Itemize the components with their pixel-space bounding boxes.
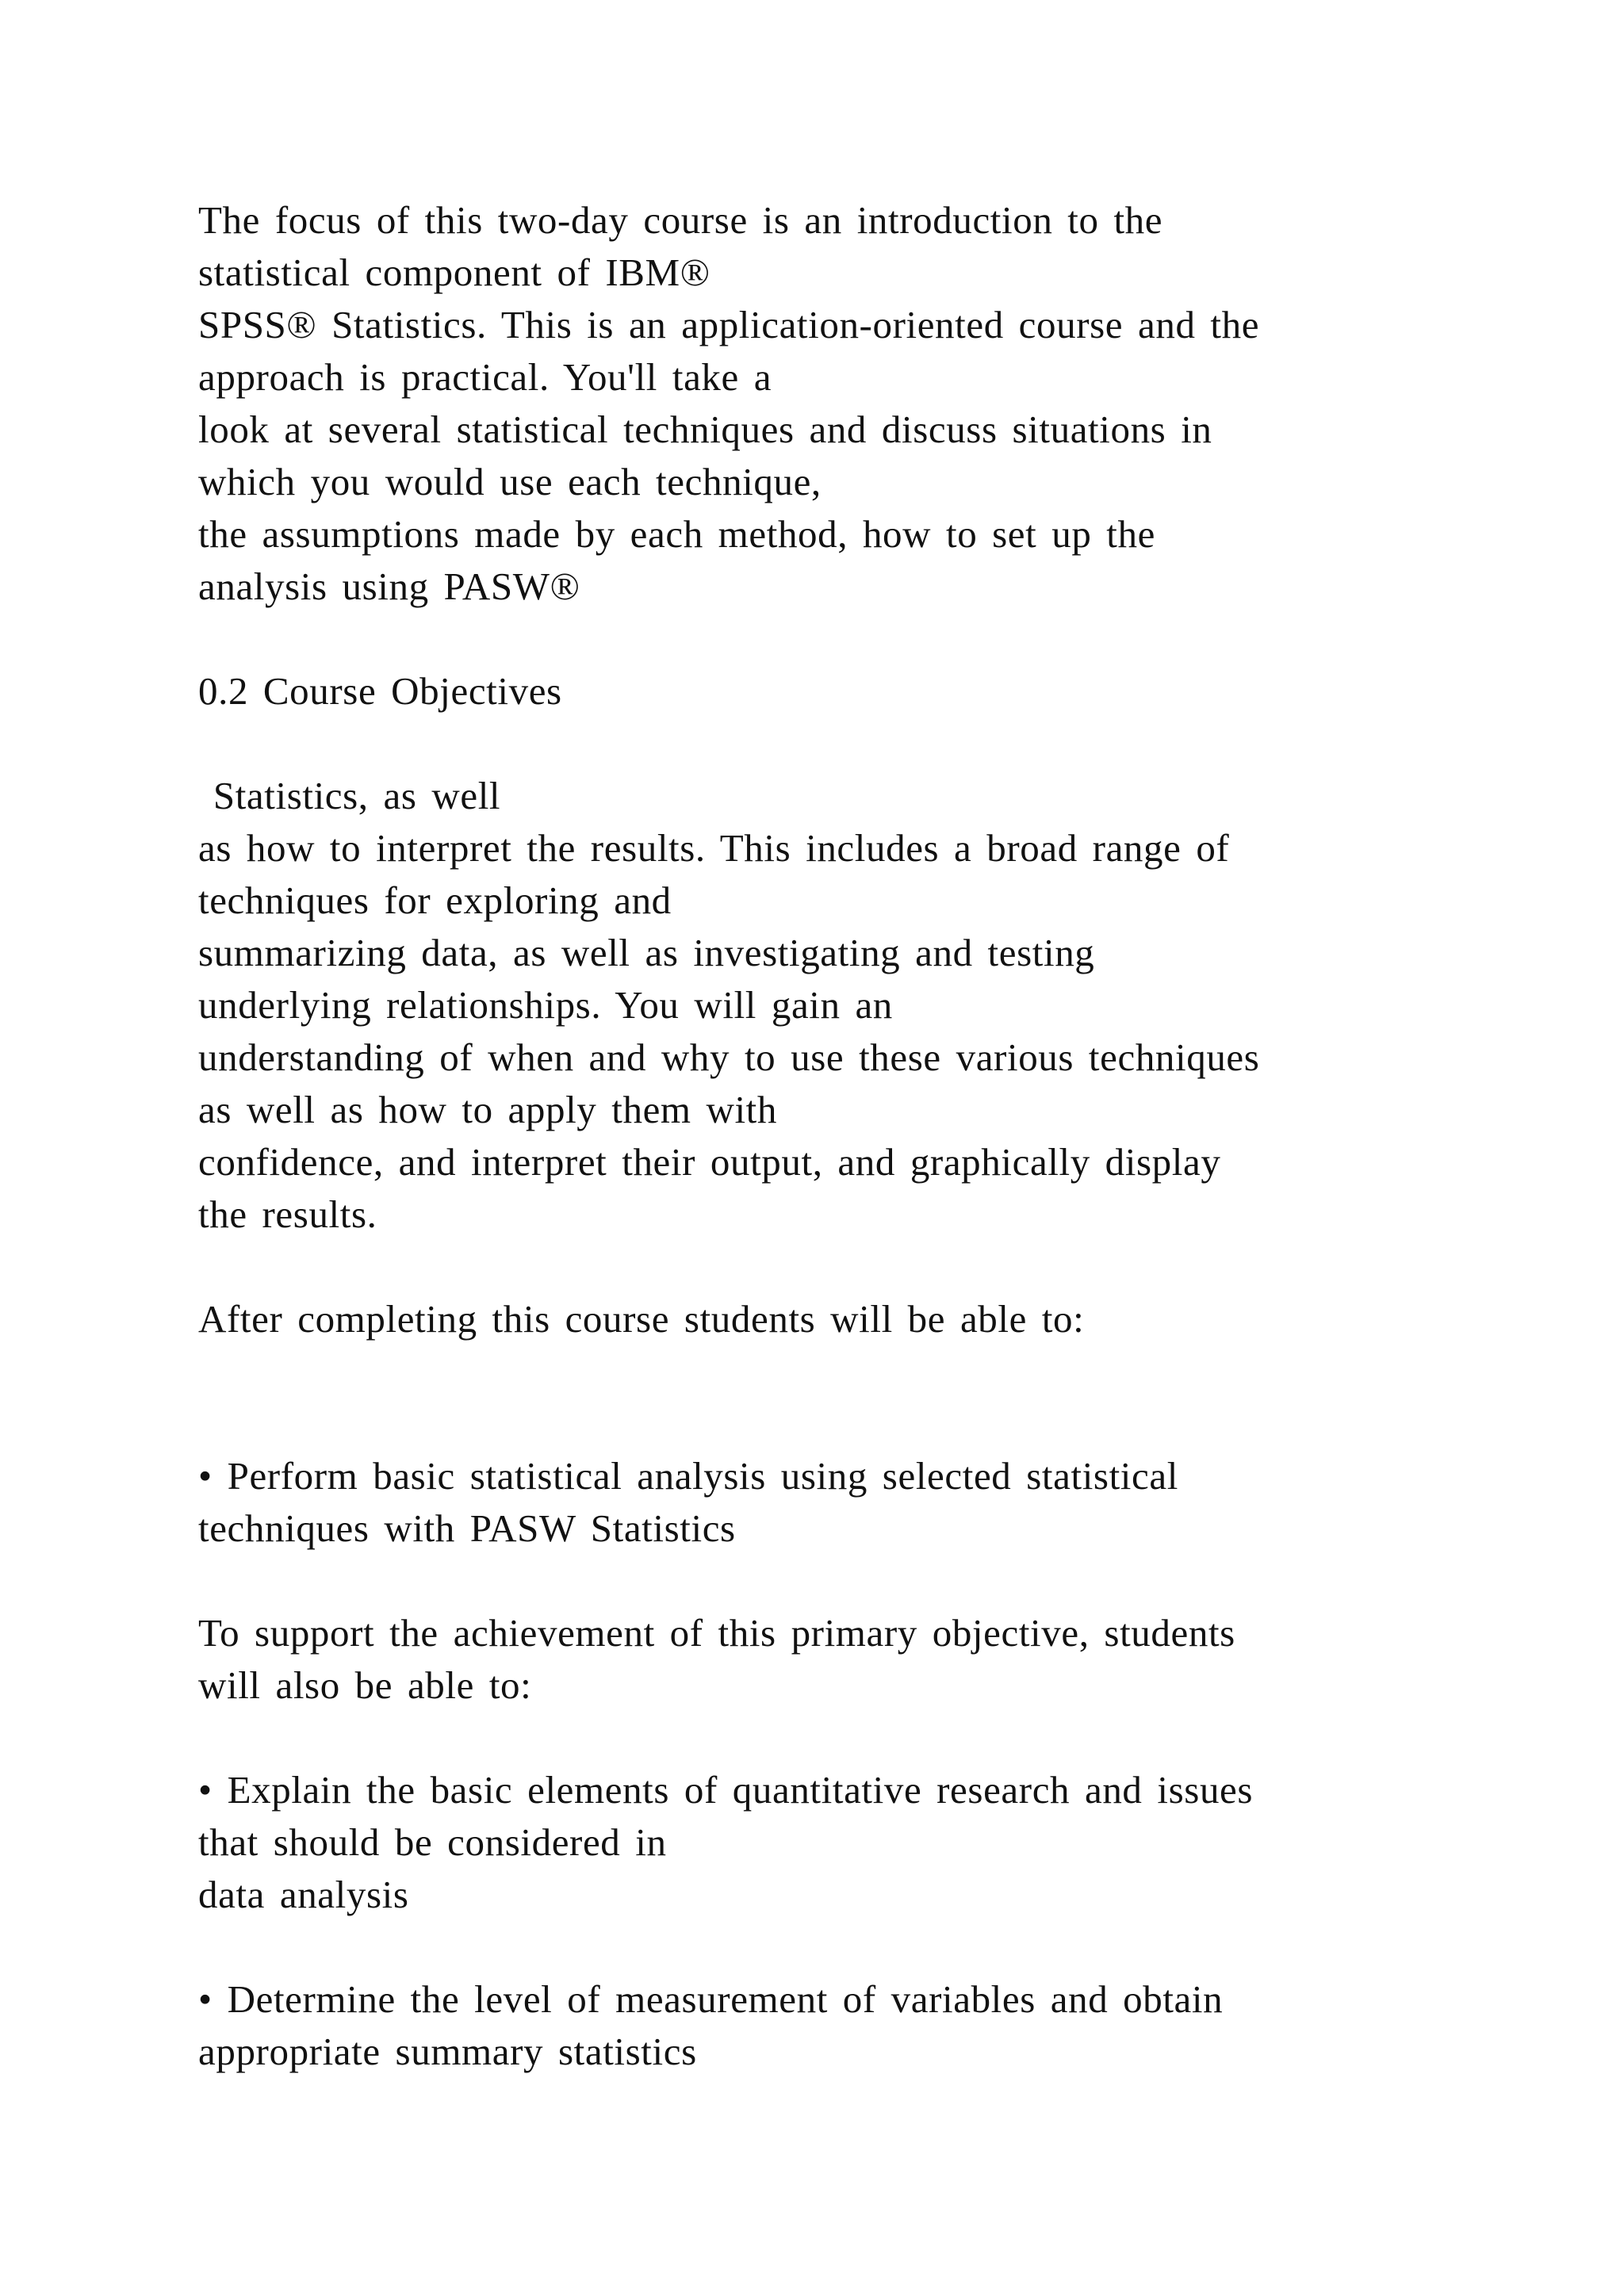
text-line: as how to interpret the results. This includes a broad range of: [198, 826, 1230, 870]
text-line: as well as how to apply them with: [198, 1088, 777, 1131]
text-line: appropriate summary statistics: [198, 2030, 697, 2073]
text-line: which you would use each technique,: [198, 460, 822, 503]
text-line: • Determine the level of measurement of variables and obtain: [198, 1977, 1224, 2021]
document-body: [198, 194, 1546, 2078]
text-line: • Explain the basic elements of quantitative research and issues: [198, 1768, 1254, 1812]
spacer: [198, 718, 1546, 770]
objectives-intro: After completing this course students will be able to:: [198, 1297, 1085, 1341]
spacer: [198, 1398, 1546, 1450]
bullet-item: [198, 1450, 1546, 1555]
text-line: confidence, and interpret their output, and graphically display: [198, 1140, 1221, 1184]
text-line: techniques with PASW Statistics: [198, 1506, 736, 1550]
bullet-item: [198, 1764, 1546, 1921]
text-line: understanding of when and why to use these various techniques: [198, 1035, 1260, 1079]
spacer: [198, 1241, 1546, 1293]
text-line: analysis using PASW®: [198, 564, 580, 608]
text-line: summarizing data, as well as investigating and testing: [198, 931, 1095, 974]
text-line: the assumptions made by each method, how to set up the: [198, 512, 1155, 556]
text-line: that should be considered in: [198, 1820, 667, 1864]
bullet-item: [198, 1973, 1546, 2078]
spacer: [198, 1712, 1546, 1764]
text-line: underlying relationships. You will gain an: [198, 983, 893, 1027]
intro-paragraph: [198, 194, 1546, 613]
description-paragraph: [198, 770, 1546, 1241]
text-line: techniques for exploring and: [198, 878, 672, 922]
text-line: will also be able to:: [198, 1663, 532, 1707]
support-paragraph: [198, 1607, 1546, 1712]
text-line: statistical component of IBM®: [198, 251, 710, 294]
text-line: approach is practical. You'll take a: [198, 355, 772, 399]
spacer: [198, 1345, 1546, 1398]
text-line: Statistics, as well: [198, 774, 501, 817]
section-heading: 0.2 Course Objectives: [198, 669, 562, 713]
text-line: data analysis: [198, 1873, 409, 1916]
text-line: the results.: [198, 1192, 377, 1236]
text-line: look at several statistical techniques and discuss situations in: [198, 408, 1212, 451]
spacer: [198, 1555, 1546, 1607]
text-line: • Perform basic statistical analysis using selected statistical: [198, 1454, 1178, 1498]
spacer: [198, 613, 1546, 665]
text-line: The focus of this two-day course is an introduction to the: [198, 198, 1163, 242]
spacer: [198, 1921, 1546, 1973]
text-line: SPSS® Statistics. This is an application-oriented course and the: [198, 303, 1260, 346]
text-line: To support the achievement of this primary objective, students: [198, 1611, 1235, 1655]
